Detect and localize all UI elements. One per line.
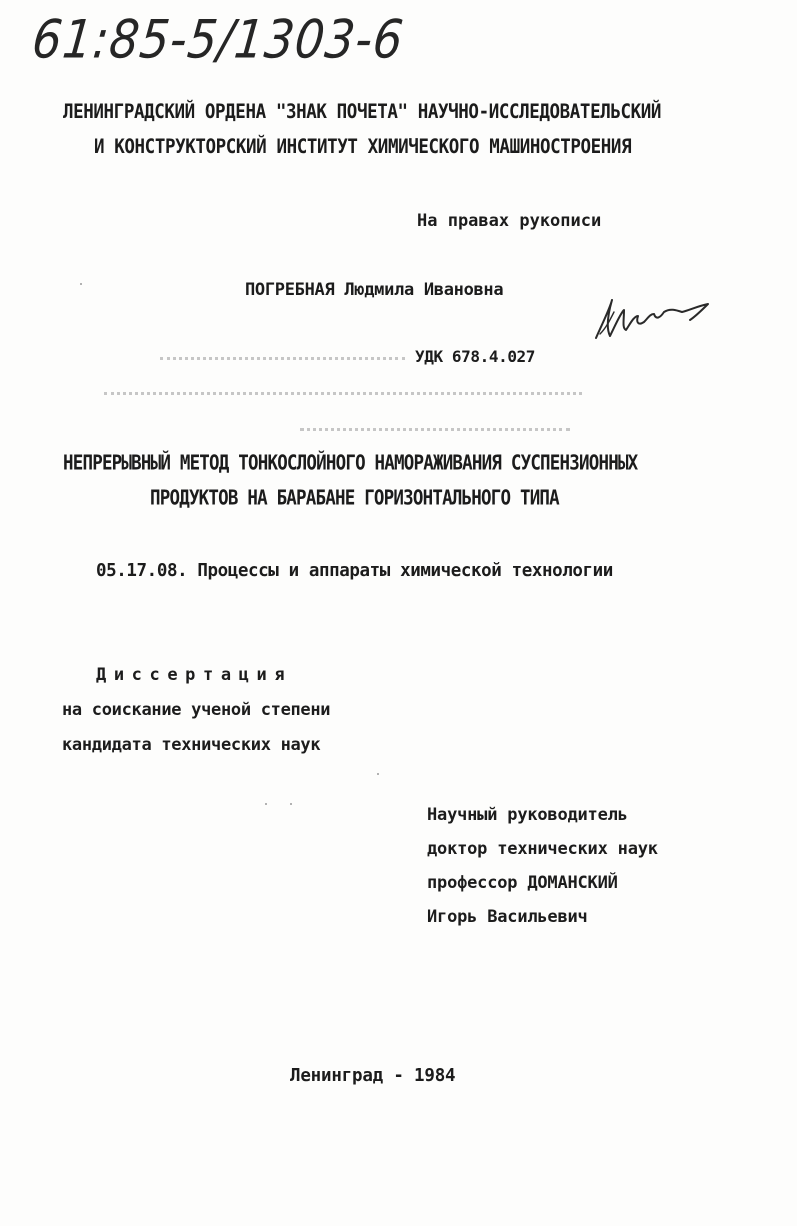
title-line-1: НЕПРЕРЫВНЫЙ МЕТОД ТОНКОСЛОЙНОГО НАМОРАЖИВАНИЯ СУСПЕНЗИОННЫХ — [63, 452, 638, 475]
udc-code: УДК 678.4.027 — [415, 347, 536, 366]
signature-image — [590, 290, 720, 350]
faded-text-line-3 — [300, 428, 570, 437]
supervisor-title-name: профессор ДОМАНСКИЙ — [427, 873, 618, 893]
rights-note: На правах рукописи — [417, 211, 602, 231]
title-line-2: ПРОДУКТОВ НА БАРАБАНЕ ГОРИЗОНТАЛЬНОГО ТИПА — [150, 487, 559, 510]
paper-speck — [80, 283, 82, 285]
paper-speck — [377, 773, 379, 775]
dissertation-line-2: кандидата технических наук — [62, 735, 321, 755]
place-year: Ленинград - 1984 — [290, 1066, 456, 1086]
author-name: ПОГРЕБНАЯ Людмила Ивановна — [245, 280, 504, 300]
faded-text-line-2 — [104, 392, 582, 401]
faded-text-line-1 — [160, 357, 405, 366]
supervisor-degree: доктор технических наук — [427, 839, 658, 859]
institute-line-1: ЛЕНИНГРАДСКИЙ ОРДЕНА "ЗНАК ПОЧЕТА" НАУЧНО-ИССЛЕДОВАТЕЛЬСКИЙ — [63, 101, 662, 124]
archive-number: 61:85-5/1303-6 — [29, 8, 407, 71]
paper-speck — [290, 803, 292, 805]
dissertation-line-1: на соискание ученой степени — [62, 700, 331, 720]
paper-speck — [265, 803, 267, 805]
supervisor-role: Научный руководитель — [427, 805, 628, 825]
dissertation-heading: Диссертация — [96, 665, 293, 685]
specialty-line: 05.17.08. Процессы и аппараты химической технологии — [96, 561, 613, 581]
institute-line-2: И КОНСТРУКТОРСКИЙ ИНСТИТУТ ХИМИЧЕСКОГО МАШИНОСТРОЕНИЯ — [94, 136, 632, 159]
supervisor-name: Игорь Васильевич — [427, 907, 588, 927]
